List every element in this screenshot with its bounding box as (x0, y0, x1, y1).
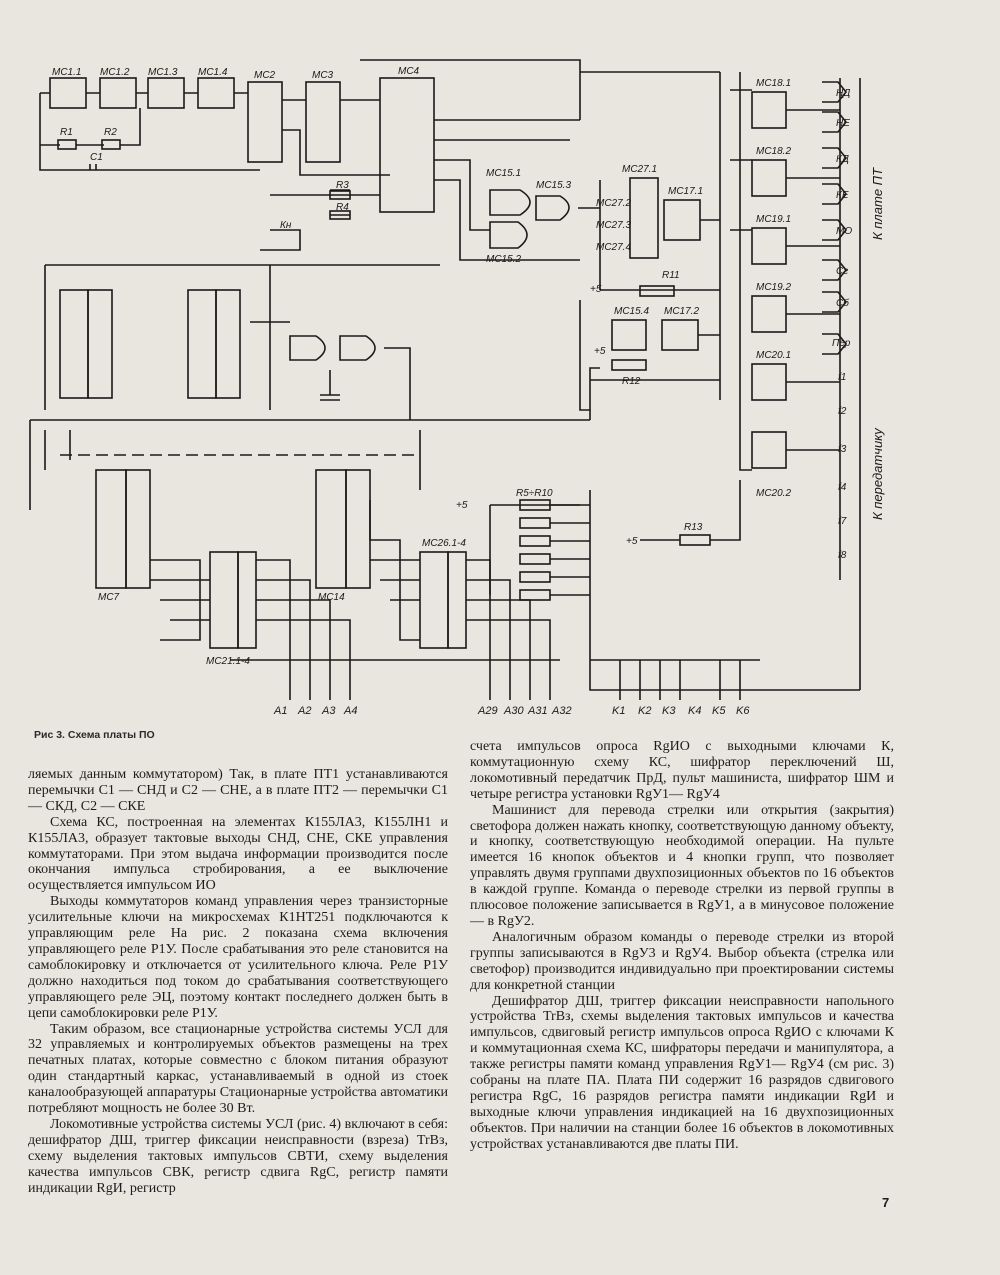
svg-text:f4: f4 (838, 482, 847, 493)
svg-text:MC19.2: MC19.2 (756, 282, 792, 293)
svg-text:C1: C1 (90, 152, 103, 163)
svg-text:K1: K1 (612, 705, 626, 717)
svg-text:R13: R13 (684, 522, 703, 533)
svg-text:MC17.2: MC17.2 (664, 306, 700, 317)
svg-text:MC4: MC4 (398, 66, 420, 77)
svg-text:f2: f2 (838, 406, 847, 417)
svg-text:R1: R1 (60, 127, 73, 138)
svg-text:MC15.1: MC15.1 (486, 168, 522, 179)
svg-text:MC15.3: MC15.3 (536, 180, 572, 191)
svg-text:+5: +5 (590, 284, 602, 295)
svg-text:MC1.4: MC1.4 (198, 67, 228, 78)
svg-text:MC20.2: MC20.2 (756, 488, 792, 499)
svg-text:MC18.2: MC18.2 (756, 146, 792, 157)
paragraph: Машинист для перевода стрелки или открытия (закрытия) светофора должен нажать кнопку, соответствующую данному объекту, и кнопку, соответствующую необходимой операции. На пульте имеется 16 кнопок объектов и 4 кнопки групп, что позволяет управлять двумя группами двухпозиционных объектов по 16 объектов в каждой группе. Команда о переводе стрелки из первой группы в плюсовое положение записывается в RgУ1, а в минусовое положение — в RgУ2. (470, 802, 894, 929)
svg-text:f8: f8 (838, 550, 847, 561)
svg-text:f7: f7 (838, 516, 847, 527)
svg-text:MC27.1: MC27.1 (622, 164, 658, 175)
svg-text:A30: A30 (504, 705, 524, 717)
svg-text:MC21.1-4: MC21.1-4 (206, 656, 250, 667)
svg-text:R5÷R10: R5÷R10 (516, 488, 553, 499)
svg-text:MC7: MC7 (98, 592, 120, 603)
svg-text:MC15.4: MC15.4 (614, 306, 650, 317)
svg-text:К передатчику: К передатчику (870, 428, 885, 520)
svg-text:R4: R4 (336, 202, 349, 213)
page-number: 7 (882, 1195, 890, 1210)
svg-text:A31: A31 (528, 705, 548, 717)
svg-text:MC20.1: MC20.1 (756, 350, 792, 361)
svg-text:MC27.4: MC27.4 (596, 242, 632, 253)
svg-text:MC17.1: MC17.1 (668, 186, 704, 197)
svg-text:MC2: MC2 (254, 70, 276, 81)
svg-text:MC1.1: MC1.1 (52, 67, 82, 78)
right-column (470, 739, 894, 1153)
svg-text:K5: K5 (712, 705, 726, 717)
svg-text:Кн: Кн (280, 220, 292, 231)
svg-text:MC15.2: MC15.2 (486, 254, 522, 265)
svg-text:A1: A1 (274, 705, 288, 717)
svg-text:MC27.2: MC27.2 (596, 198, 632, 209)
svg-text:MC26.1-4: MC26.1-4 (422, 538, 466, 549)
svg-text:MC3: MC3 (312, 70, 334, 81)
svg-text:НД: НД (836, 88, 851, 99)
paragraph: Аналогичным образом команды о переводе стрелки из второй группы записываются в RgУ3 и RgУ4. Выбор объекта (стрелка или светофор) производится индивидуально при проектировании системы для конкретной станции (470, 929, 894, 993)
svg-text:R3: R3 (336, 180, 349, 191)
svg-text:K4: K4 (688, 705, 702, 717)
figure-caption: Рис 3. Схема платы ПО (34, 729, 155, 741)
svg-text:K3: K3 (662, 705, 676, 717)
paragraph: счета импульсов опроса RgИО с выходными ключами К, коммутационную схему КС, шифратор переключений Ш, локомотивный передатчик ПрД, пульт машиниста, шифратор ШМ и четыре регистра установки RgУ1— RgУ4 (470, 739, 894, 802)
svg-text:КД: КД (836, 154, 849, 165)
paragraph: Выходы коммутаторов команд управления через транзисторные усилительные ключи на микросхемах К1НТ251 подключаются к управляющим реле На рис. 2 показана схема включения управляющего реле Р1У. После срабатывания это реле становится на самоблокировку и отключается от усилительного ключа. Реле Р1У должно находиться под током до срабатывания соответствующего управляющего реле ЭЦ, поэтому контакт последнего должен быть в цепи самоблокировки реле Р1У. (28, 894, 448, 1021)
svg-text:f1: f1 (838, 372, 847, 383)
paragraph: Локомотивные устройства системы УСЛ (рис. 4) включают в себя: дешифратор ДШ, триггер фиксации неисправности (взреза) TrBз, схему выделения тактовых импульсов СВТИ, схему выделения качества импульсов СВК, регистр сдвига RgC, регистр памяти индикации RgИ, регистр (28, 1116, 448, 1196)
paragraph: Таким образом, все стационарные устройства системы УСЛ для 32 управляемых и контролируемых объектов размещены на трех печатных платах, которые совместно с блоком питания образуют один стандартный каркас, устанавливаемый в одной из стоек каналообразующей аппаратуры Стационарные устройства автоматики потребляют мощность не более 30 Вт. (28, 1021, 448, 1117)
svg-text:+5: +5 (594, 346, 606, 357)
svg-text:A29: A29 (478, 705, 498, 717)
paragraph: ляемых данным коммутатором) Так, в плате ПТ1 устанавливаются перемычки С1 — СНД и С2 — СНЕ, а в плате ПТ2 — перемычки С1 — СКД, С2 — СКЕ (28, 767, 448, 814)
svg-text:МО: МО (836, 226, 853, 237)
svg-text:MC27.3: MC27.3 (596, 220, 632, 231)
svg-text:A3: A3 (322, 705, 336, 717)
svg-text:К плате ПТ: К плате ПТ (870, 167, 885, 240)
svg-text:MC18.1: MC18.1 (756, 78, 792, 89)
svg-text:MC14: MC14 (318, 592, 345, 603)
svg-text:K2: K2 (638, 705, 652, 717)
svg-text:Сб: Сб (836, 298, 849, 309)
svg-text:f3: f3 (838, 444, 847, 455)
svg-text:MC1.2: MC1.2 (100, 67, 130, 78)
svg-text:MC19.1: MC19.1 (756, 214, 792, 225)
left-column (28, 767, 448, 1196)
svg-text:Пер: Пер (832, 338, 851, 349)
svg-text:КЕ: КЕ (836, 190, 849, 201)
paragraph: Схема КС, построенная на элементах К155ЛА3, К155ЛН1 и К155ЛА3, образует тактовые выходы СНД, СНЕ, СКЕ управления коммутаторами. При этом выдача информации производится после окончания импульса стробирования, а ее выключение осуществляется импульсом ИО (28, 814, 448, 894)
svg-text:Сг: Сг (836, 266, 849, 277)
svg-text:K6: K6 (736, 705, 750, 717)
svg-text:R12: R12 (622, 376, 641, 387)
svg-text:+5: +5 (626, 536, 638, 547)
svg-text:A4: A4 (344, 705, 358, 717)
svg-text:A2: A2 (298, 705, 312, 717)
svg-text:A32: A32 (552, 705, 572, 717)
svg-text:R2: R2 (104, 127, 117, 138)
svg-text:НЕ: НЕ (836, 118, 850, 129)
svg-text:R11: R11 (662, 270, 680, 281)
svg-text:+5: +5 (456, 500, 468, 511)
svg-text:MC1.3: MC1.3 (148, 67, 178, 78)
paragraph: Дешифратор ДШ, триггер фиксации неисправности напольного устройства TrBз, схемы выделения тактовых импульсов и качества импульсов, сдвиговый регистр импульсов опроса RgИО с ключами К и коммутационная схема КС, шифраторы передачи и манипулятора, а также регистры памяти команд управления RgУ1— RgУ4 (см рис. 3) собраны на плате ПА. Плата ПИ содержит 16 разрядов сдвигового регистра RgC, 16 разрядов регистра памяти индикации RgИ и выходные ключи управления индикацией на 16 двухпозиционных объектов. При наличии на станции более 16 объектов в локомотивных устройствах устанавливаются две платы ПИ. (470, 993, 894, 1152)
